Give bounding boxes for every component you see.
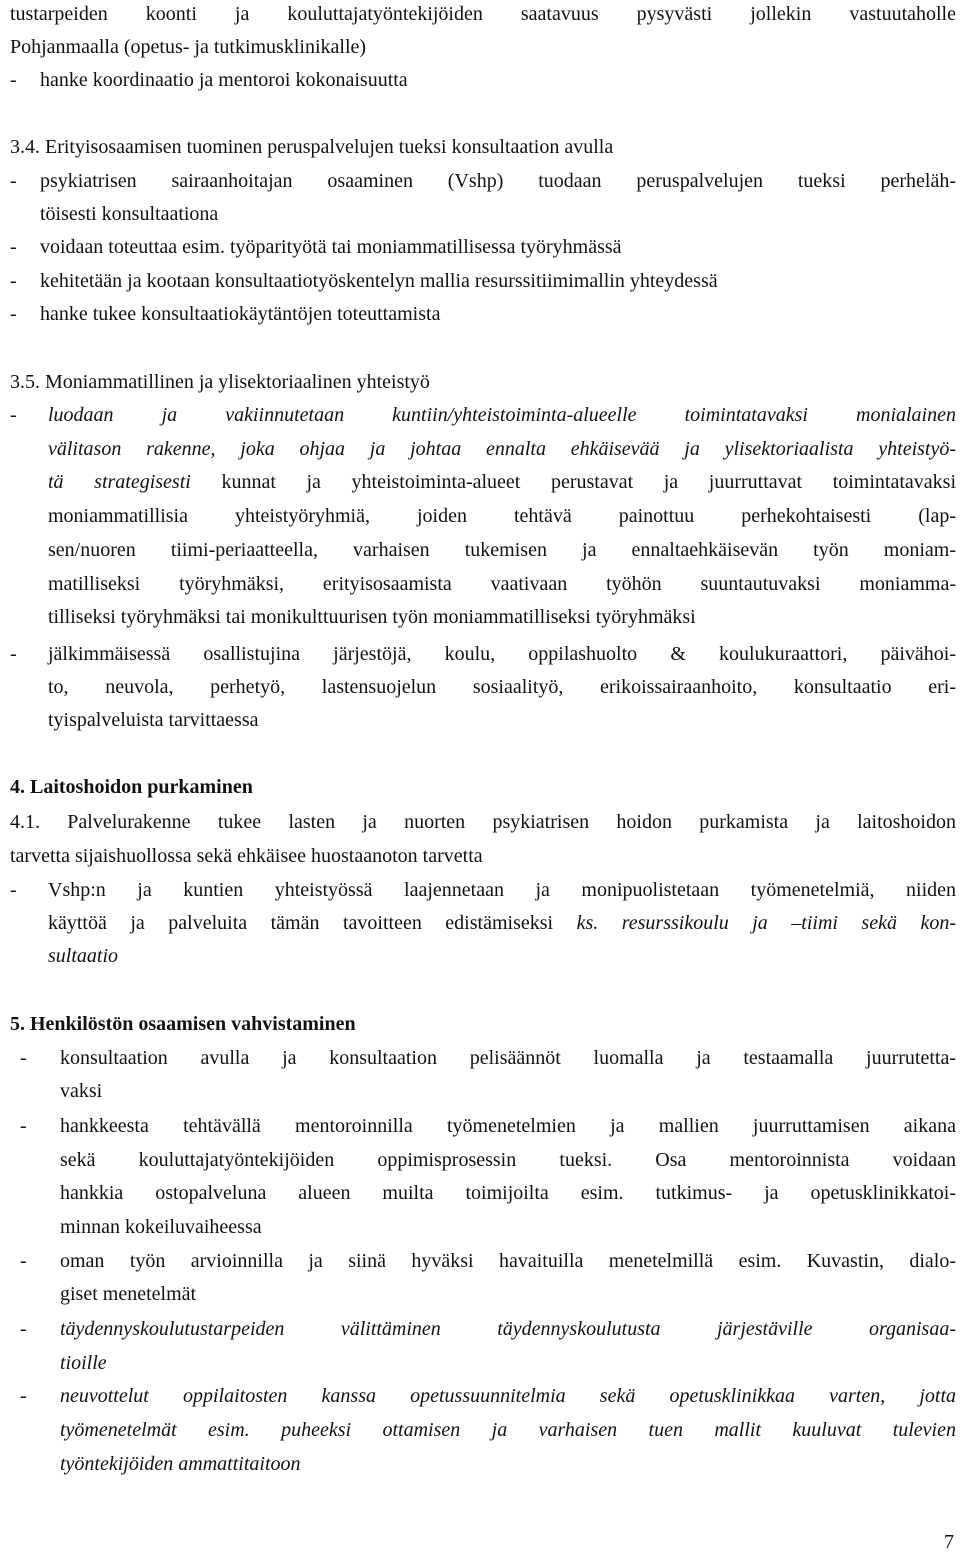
text-line: käyttöä ja palveluita tämän tavoitteen edistämiseksi ks. resurssikoulu ja –tiimi sekä kon- — [48, 912, 956, 934]
text-line: sultaatio — [48, 945, 119, 967]
bullet-dash: - — [10, 643, 17, 665]
text-line: tioille — [60, 1352, 107, 1374]
text-line: to, neuvola, perhetyö, lastensuojelun sosiaalityö, erikoissairaanhoito, konsultaatio eri- — [48, 676, 956, 698]
section-heading-4: 4. Laitoshoidon purkaminen — [10, 776, 253, 798]
text-line: neuvottelut oppilaitosten kanssa opetussuunnitelmia sekä opetusklinikkaa varten, jotta — [60, 1385, 956, 1407]
text-line: Pohjanmaalla (opetus- ja tutkimusklinikalle) — [10, 36, 367, 58]
text-line: tilliseksi työryhmäksi tai monikulttuurisen työn moniammatilliseksi työryhmäksi — [48, 606, 696, 628]
section-heading-5: 5. Henkilöstön osaamisen vahvistaminen — [10, 1013, 356, 1035]
text-line: sekä kouluttajatyöntekijöiden oppimisprosessin tueksi. Osa mentoroinnista voidaan — [60, 1149, 956, 1171]
text-line: minnan kokeiluvaiheessa — [60, 1216, 262, 1238]
section-heading-3-5: 3.5. Moniammatillinen ja ylisektoriaalinen yhteistyö — [10, 371, 430, 393]
bullet-dash: - — [10, 404, 17, 426]
text-line: matilliseksi työryhmäksi, erityisosaamista vaativaan työhön suuntautuvaksi moniamma- — [48, 573, 956, 595]
text-line: tyispalveluista tarvittaessa — [48, 709, 259, 731]
text-line: konsultaation avulla ja konsultaation pelisäännöt luomalla ja testaamalla juurrutetta- — [60, 1047, 956, 1069]
bullet-dash: - — [20, 1318, 27, 1340]
text-line: tarvetta sijaishuollossa sekä ehkäisee huostaanoton tarvetta — [10, 845, 483, 867]
bullet-dash: - — [20, 1385, 27, 1407]
text-line: jälkimmäisessä osallistujina järjestöjä, koulu, oppilashuolto & koulukuraattori, päivähoi- — [48, 643, 956, 665]
bullet-dash: - — [20, 1047, 27, 1069]
bullet-dash: - — [20, 1250, 27, 1272]
text-line: tustarpeiden koonti ja kouluttajatyöntekijöiden saatavuus pysyvästi jollekin vastuutaholle — [10, 3, 956, 25]
text-line: 4.1. Palvelurakenne tukee lasten ja nuorten psykiatrisen hoidon purkamista ja laitoshoidon — [10, 811, 956, 833]
text-line: työntekijöiden ammattitaitoon — [60, 1453, 301, 1475]
text-line: giset menetelmät — [60, 1283, 197, 1305]
text-line: voidaan toteuttaa esim. työparityötä tai moniammatillisessa työryhmässä — [40, 236, 622, 258]
bullet-dash: - — [10, 236, 17, 258]
bullet-dash: - — [10, 303, 17, 325]
text-line: hankkeesta tehtävällä mentoroinnilla työmenetelmien ja mallien juurruttamisen aikana — [60, 1115, 956, 1137]
section-heading-3-4: 3.4. Erityisosaamisen tuominen peruspalvelujen tueksi konsultaation avulla — [10, 136, 614, 158]
text-line: kehitetään ja kootaan konsultaatiotyöskentelyn mallia resurssitiimimallin yhteydessä — [40, 270, 718, 292]
text-line: moniammatillisia yhteistyöryhmiä, joiden tehtävä painottuu perhekohtaisesti (lap- — [48, 505, 956, 527]
text-line: hankkia ostopalveluna alueen muilta toimijoilta esim. tutkimus- ja opetusklinikkatoi- — [60, 1182, 956, 1204]
text-line: hanke tukee konsultaatiokäytäntöjen toteuttamista — [40, 303, 441, 325]
text-line: oman työn arvioinnilla ja siinä hyväksi havaituilla menetelmillä esim. Kuvastin, dialo- — [60, 1250, 956, 1272]
text-line: luodaan ja vakiinnutetaan kuntiin/yhteistoiminta-alueelle toimintatavaksi monialainen — [48, 404, 956, 426]
page-number: 7 — [944, 1531, 954, 1553]
bullet-dash: - — [10, 69, 17, 91]
bullet-dash: - — [20, 1115, 27, 1137]
text-line: psykiatrisen sairaanhoitajan osaaminen (Vshp) tuodaan peruspalvelujen tueksi perheläh- — [40, 170, 956, 192]
text-line: sen/nuoren tiimi-periaatteella, varhaisen tukemisen ja ennaltaehkäisevän työn moniam- — [48, 539, 956, 561]
text-line: töisesti konsultaationa — [40, 203, 219, 225]
text-line: Vshp:n ja kuntien yhteistyössä laajennetaan ja monipuolistetaan työmenetelmiä, niiden — [48, 879, 956, 901]
text-line: täydennyskoulutustarpeiden välittäminen täydennyskoulutusta järjestäville organisaa- — [60, 1318, 956, 1340]
text-line: välitason rakenne, joka ohjaa ja johtaa ennalta ehkäisevää ja ylisektoriaalista yhteistyö- — [48, 438, 956, 460]
bullet-dash: - — [10, 270, 17, 292]
text-line: työmenetelmät esim. puheeksi ottamisen ja varhaisen tuen mallit kuuluvat tulevien — [60, 1419, 956, 1441]
bullet-dash: - — [10, 170, 17, 192]
bullet-dash: - — [10, 879, 17, 901]
text-line: tä strategisesti kunnat ja yhteistoiminta-alueet perustavat ja juurruttavat toimintatavaksi — [48, 471, 957, 493]
text-line: vaksi — [60, 1080, 103, 1102]
text-line: hanke koordinaatio ja mentoroi kokonaisuutta — [40, 69, 408, 91]
